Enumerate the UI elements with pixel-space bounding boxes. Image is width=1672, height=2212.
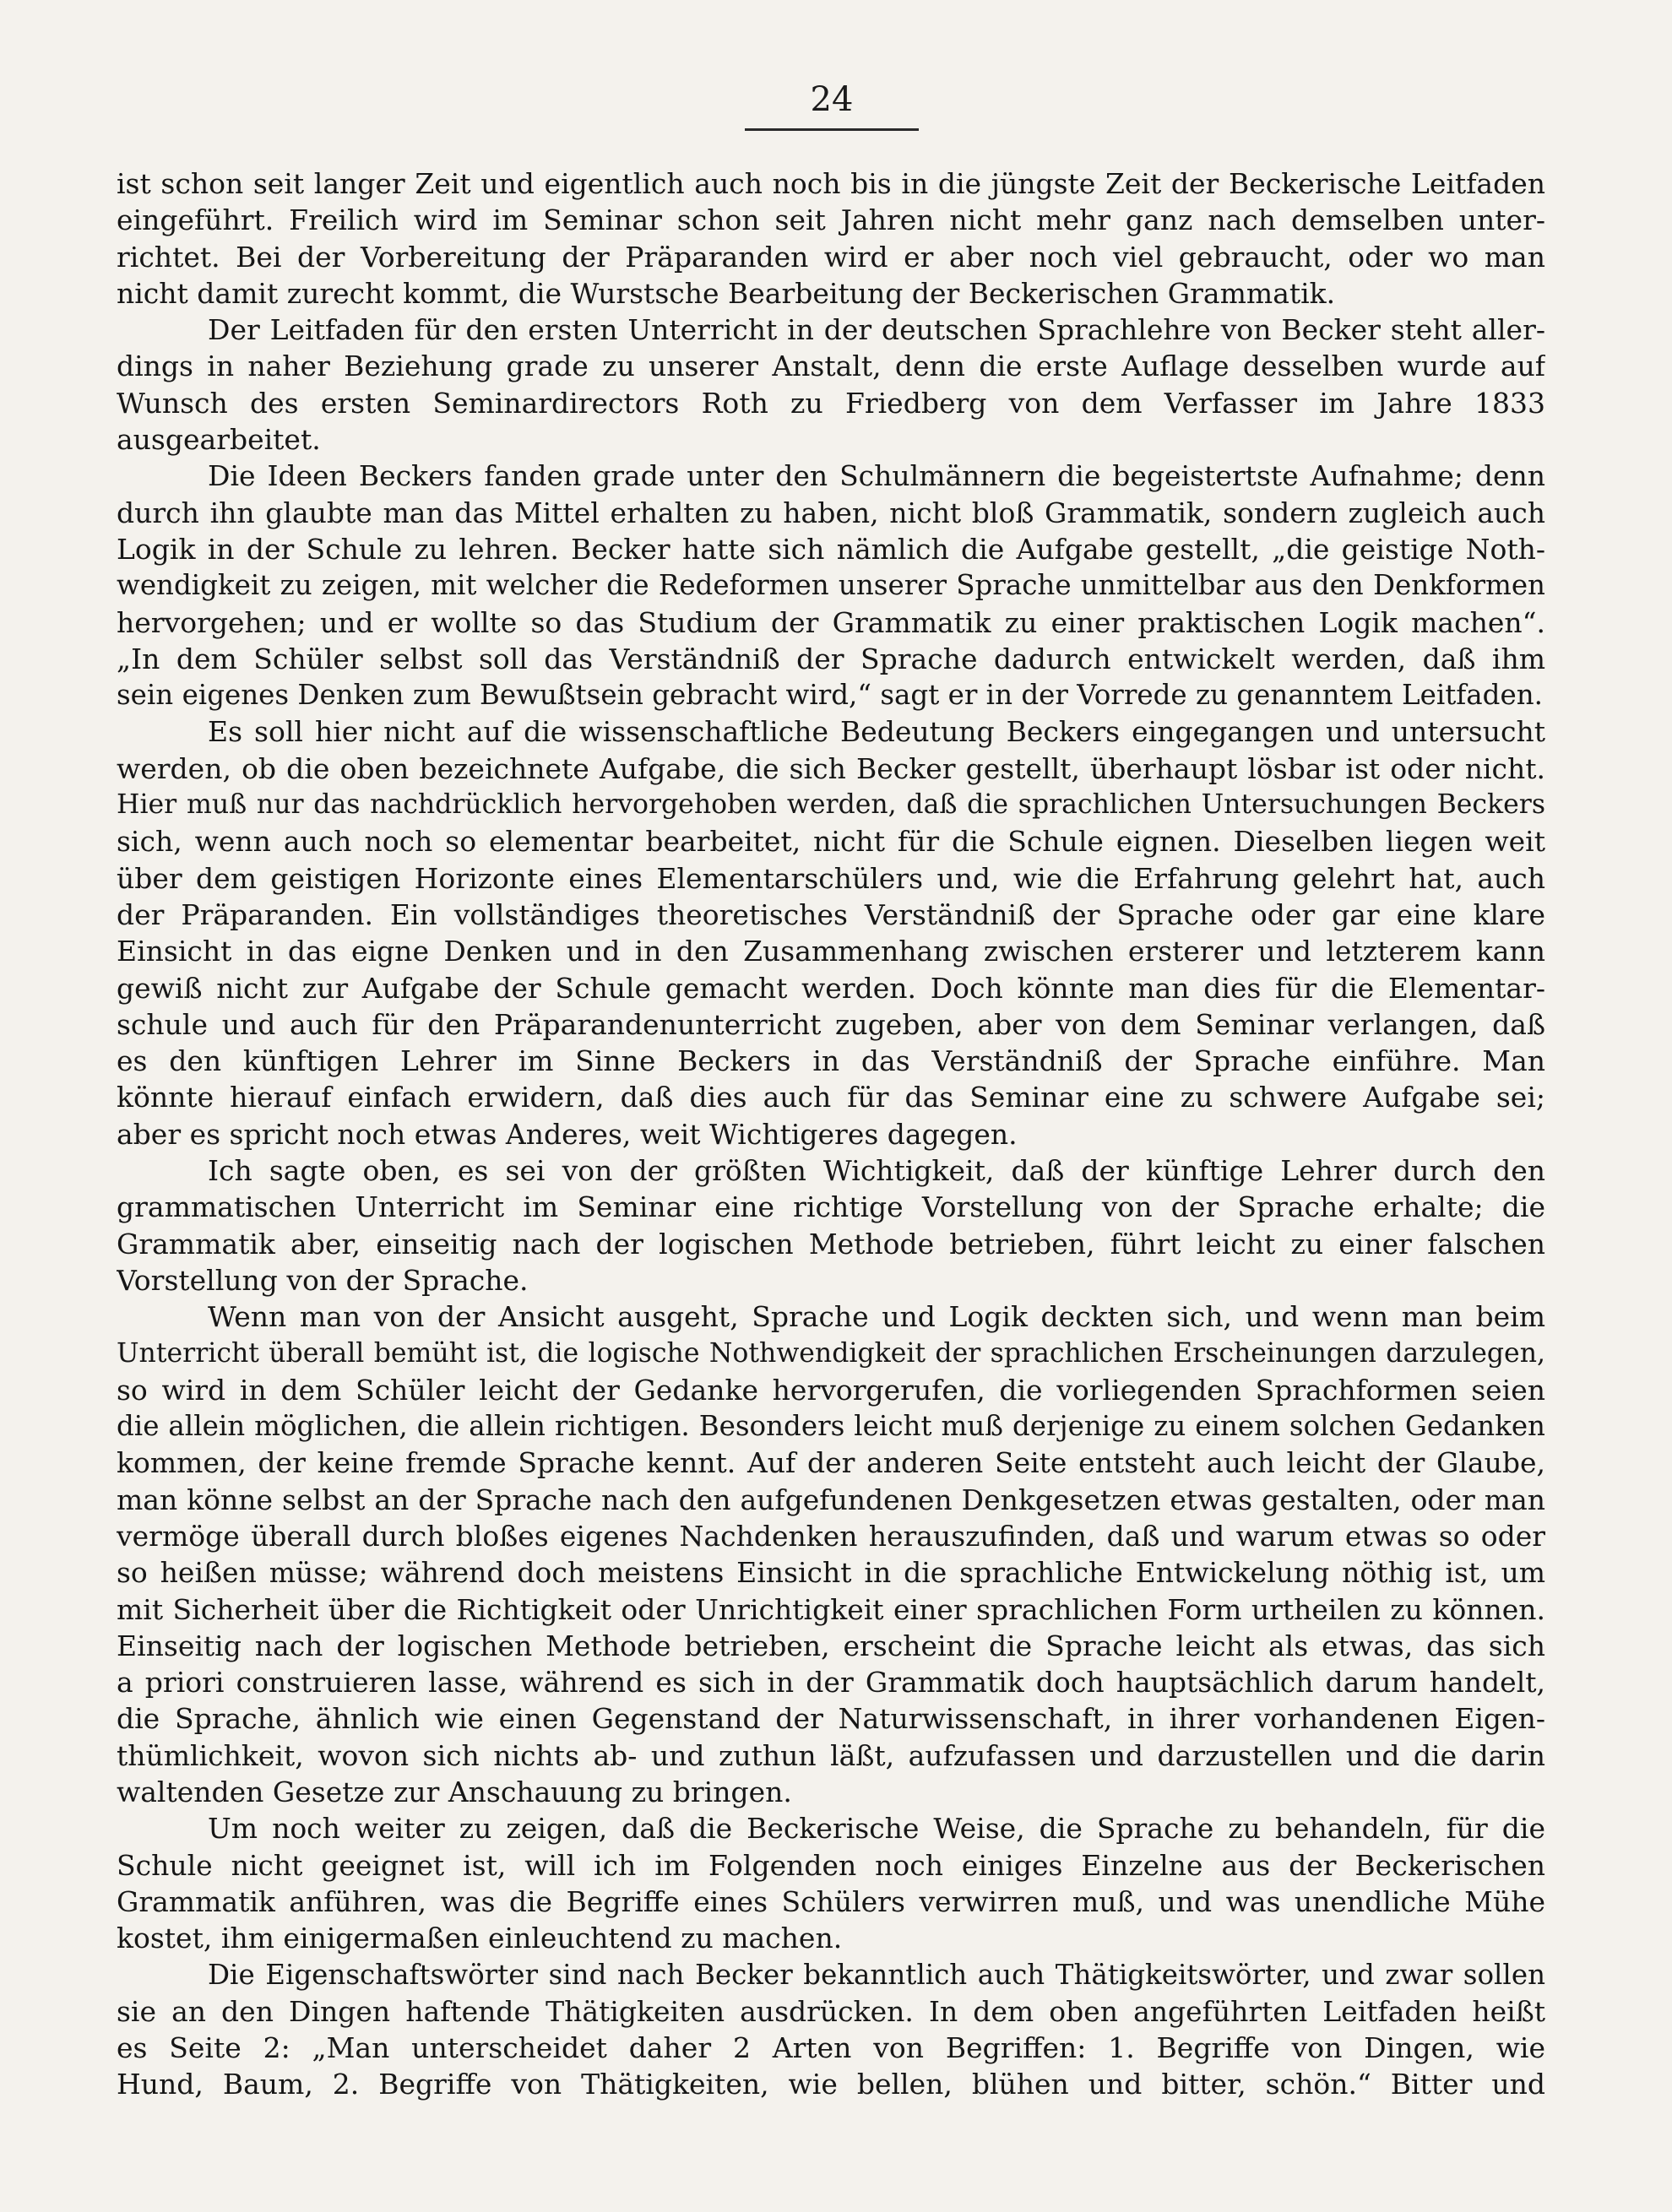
text-line: gewiß nicht zur Aufgabe der Schule gemacht werden. Doch könnte man dies für die Elementar- xyxy=(117,971,1545,1005)
text-line: „In dem Schüler selbst soll das Verständniß der Sprache dadurch entwickelt werden, daß ihm xyxy=(117,642,1545,675)
text-line: waltenden Gesetze zur Anschauung zu bringen. xyxy=(117,1776,792,1809)
text-line: mit Sicherheit über die Richtigkeit oder Unrichtigkeit einer sprachlichen Form urtheilen zu können. xyxy=(117,1592,1545,1626)
text-line: sie an den Dingen haftende Thätigkeiten ausdrücken. In dem oben angeführten Leitfaden heißt xyxy=(117,1994,1545,2028)
text-line: Die Ideen Beckers fanden grade unter den Schulmännern die begeistertste Aufnahme; denn xyxy=(208,459,1545,493)
text-line: thümlichkeit, wovon sich nichts ab- und zuthun läßt, aufzufassen und darzustellen und die darin xyxy=(117,1738,1545,1772)
text-line: hervorgehen; und er wollte so das Studium der Grammatik zu einer praktischen Logik machen“. xyxy=(117,605,1545,639)
text-line: ist schon seit langer Zeit und eigentlich auch noch bis in die jüngste Zeit der Beckerische Leitfaden xyxy=(117,167,1545,200)
text-line: grammatischen Unterricht im Seminar eine richtige Vorstellung von der Sprache erhalte; die xyxy=(117,1190,1545,1224)
text-line: Hier muß nur das nachdrücklich hervorgehoben werden, daß die sprachlichen Untersuchungen Beckers xyxy=(117,789,1545,821)
text-line: ausgearbeitet. xyxy=(117,423,321,457)
text-line: Schule nicht geeignet ist, will ich im Folgenden noch einiges Einzelne aus der Beckerischen xyxy=(117,1848,1545,1882)
text-line: es den künftigen Lehrer im Sinne Beckers in das Verständniß der Sprache einführe. Man xyxy=(117,1044,1545,1078)
text-line: Ich sagte oben, es sei von der größten Wichtigkeit, daß der künftige Lehrer durch den xyxy=(208,1154,1545,1188)
text-line: könnte hierauf einfach erwidern, daß dies auch für das Seminar eine zu schwere Aufgabe sei; xyxy=(117,1081,1545,1114)
text-line: die Sprache, ähnlich wie einen Gegenstand der Naturwissenschaft, in ihrer vorhandenen Eigen- xyxy=(117,1702,1545,1736)
text-line: sich, wenn auch noch so elementar bearbeitet, nicht für die Schule eignen. Dieselben liegen weit xyxy=(117,825,1545,859)
text-line: Grammatik aber, einseitig nach der logischen Methode betrieben, führt leicht zu einer falschen xyxy=(117,1227,1545,1261)
text-line: so heißen müsse; während doch meistens Einsicht in die sprachliche Entwickelung nöthig ist, um xyxy=(117,1556,1545,1590)
text-line: Die Eigenschaftswörter sind nach Becker bekanntlich auch Thätigkeitswörter, und zwar sollen xyxy=(208,1958,1545,1991)
text-line: Der Leitfaden für den ersten Unterricht in der deutschen Sprachlehre von Becker steht aller- xyxy=(208,313,1545,347)
text-line: Logik in der Schule zu lehren. Becker hatte sich nämlich die Aufgabe gestellt, „die geistige Noth- xyxy=(117,532,1545,566)
text-line: kommen, der keine fremde Sprache kennt. Auf der anderen Seite entsteht auch leicht der Glaube, xyxy=(117,1446,1545,1480)
text-line: Wenn man von der Ansicht ausgeht, Sprache und Logik deckten sich, und wenn man beim xyxy=(208,1300,1545,1334)
text-line: vermöge überall durch bloßes eigenes Nachdenken herauszufinden, daß und warum etwas so oder xyxy=(117,1519,1545,1553)
text-line: nicht damit zurecht kommt, die Wurstsche Bearbeitung der Beckerischen Grammatik. xyxy=(117,276,1336,310)
page-number-rule xyxy=(745,128,919,131)
body-text xyxy=(117,165,1545,2103)
text-line: dings in naher Beziehung grade zu unserer Anstalt, denn die erste Auflage desselben wurde auf xyxy=(117,350,1545,383)
text-line: aber es spricht noch etwas Anderes, weit Wichtigeres dagegen. xyxy=(117,1117,1018,1151)
text-line: Einsicht in das eigne Denken und in den Zusammenhang zwischen ersterer und letzterem kann xyxy=(117,935,1545,968)
text-line: die allein möglichen, die allein richtigen. Besonders leicht muß derjenige zu einem solchen Gedanken xyxy=(117,1410,1545,1443)
text-line: a priori construieren lasse, während es sich in der Grammatik doch hauptsächlich darum handelt, xyxy=(117,1666,1545,1700)
text-line: über dem geistigen Horizonte eines Elementarschülers und, wie die Erfahrung gelehrt hat, auch xyxy=(117,861,1545,895)
text-line: Um noch weiter zu zeigen, daß die Beckerische Weise, die Sprache zu behandeln, für die xyxy=(208,1812,1545,1846)
text-line: kostet, ihm einigermaßen einleuchtend zu machen. xyxy=(117,1922,843,1955)
text-line: Hund, Baum, 2. Begriffe von Thätigkeiten, wie bellen, blühen und bitter, schön.“ Bitter und xyxy=(117,2068,1545,2101)
text-line: der Präparanden. Ein vollständiges theoretisches Verständniß der Sprache oder gar eine klare xyxy=(117,897,1545,931)
text-line: es Seite 2: „Man unterscheidet daher 2 Arten von Begriffen: 1. Begriffe von Dingen, wie xyxy=(117,2031,1545,2065)
text-line: Einseitig nach der logischen Methode betrieben, erscheint die Sprache leicht als etwas, das sich xyxy=(117,1629,1545,1662)
text-line: schule und auch für den Präparandenunterricht zugeben, aber von dem Seminar verlangen, daß xyxy=(117,1007,1545,1041)
page-number-area xyxy=(743,78,920,122)
text-line: Es soll hier nicht auf die wissenschaftliche Bedeutung Beckers eingegangen und untersucht xyxy=(208,715,1545,749)
text-line: richtet. Bei der Vorbereitung der Präparanden wird er aber noch viel gebraucht, oder wo man xyxy=(117,240,1545,274)
text-line: so wird in dem Schüler leicht der Gedanke hervorgerufen, die vorliegenden Sprachformen seien xyxy=(117,1373,1545,1407)
text-line: sein eigenes Denken zum Bewußtsein gebracht wird,“ sagt er in der Vorrede zu genanntem Leitfaden. xyxy=(117,679,1543,712)
text-line: eingeführt. Freilich wird im Seminar schon seit Jahren nicht mehr ganz nach demselben unter- xyxy=(117,203,1545,237)
text-line: Unterricht überall bemüht ist, die logische Nothwendigkeit der sprachlichen Erscheinungen darzulegen, xyxy=(117,1337,1545,1369)
text-line: Grammatik anführen, was die Begriffe eines Schülers verwirren muß, und was unendliche Mühe xyxy=(117,1884,1545,1918)
text-line: werden, ob die oben bezeichnete Aufgabe, die sich Becker gestellt, überhaupt lösbar ist oder nicht. xyxy=(117,751,1545,785)
text-line: wendigkeit zu zeigen, mit welcher die Redeformen unserer Sprache unmittelbar aus den Denkformen xyxy=(117,569,1545,602)
text-line: man könne selbst an der Sprache nach den aufgefundenen Denkgesetzen etwas gestalten, oder man xyxy=(117,1483,1545,1516)
text-line: durch ihn glaubte man das Mittel erhalten zu haben, nicht bloß Grammatik, sondern zugleich auch xyxy=(117,496,1545,529)
text-line: Wunsch des ersten Seminardirectors Roth zu Friedberg von dem Verfasser im Jahre 1833 xyxy=(117,386,1545,420)
text-line: Vorstellung von der Sprache. xyxy=(117,1263,529,1297)
page-number: 24 xyxy=(810,80,854,119)
